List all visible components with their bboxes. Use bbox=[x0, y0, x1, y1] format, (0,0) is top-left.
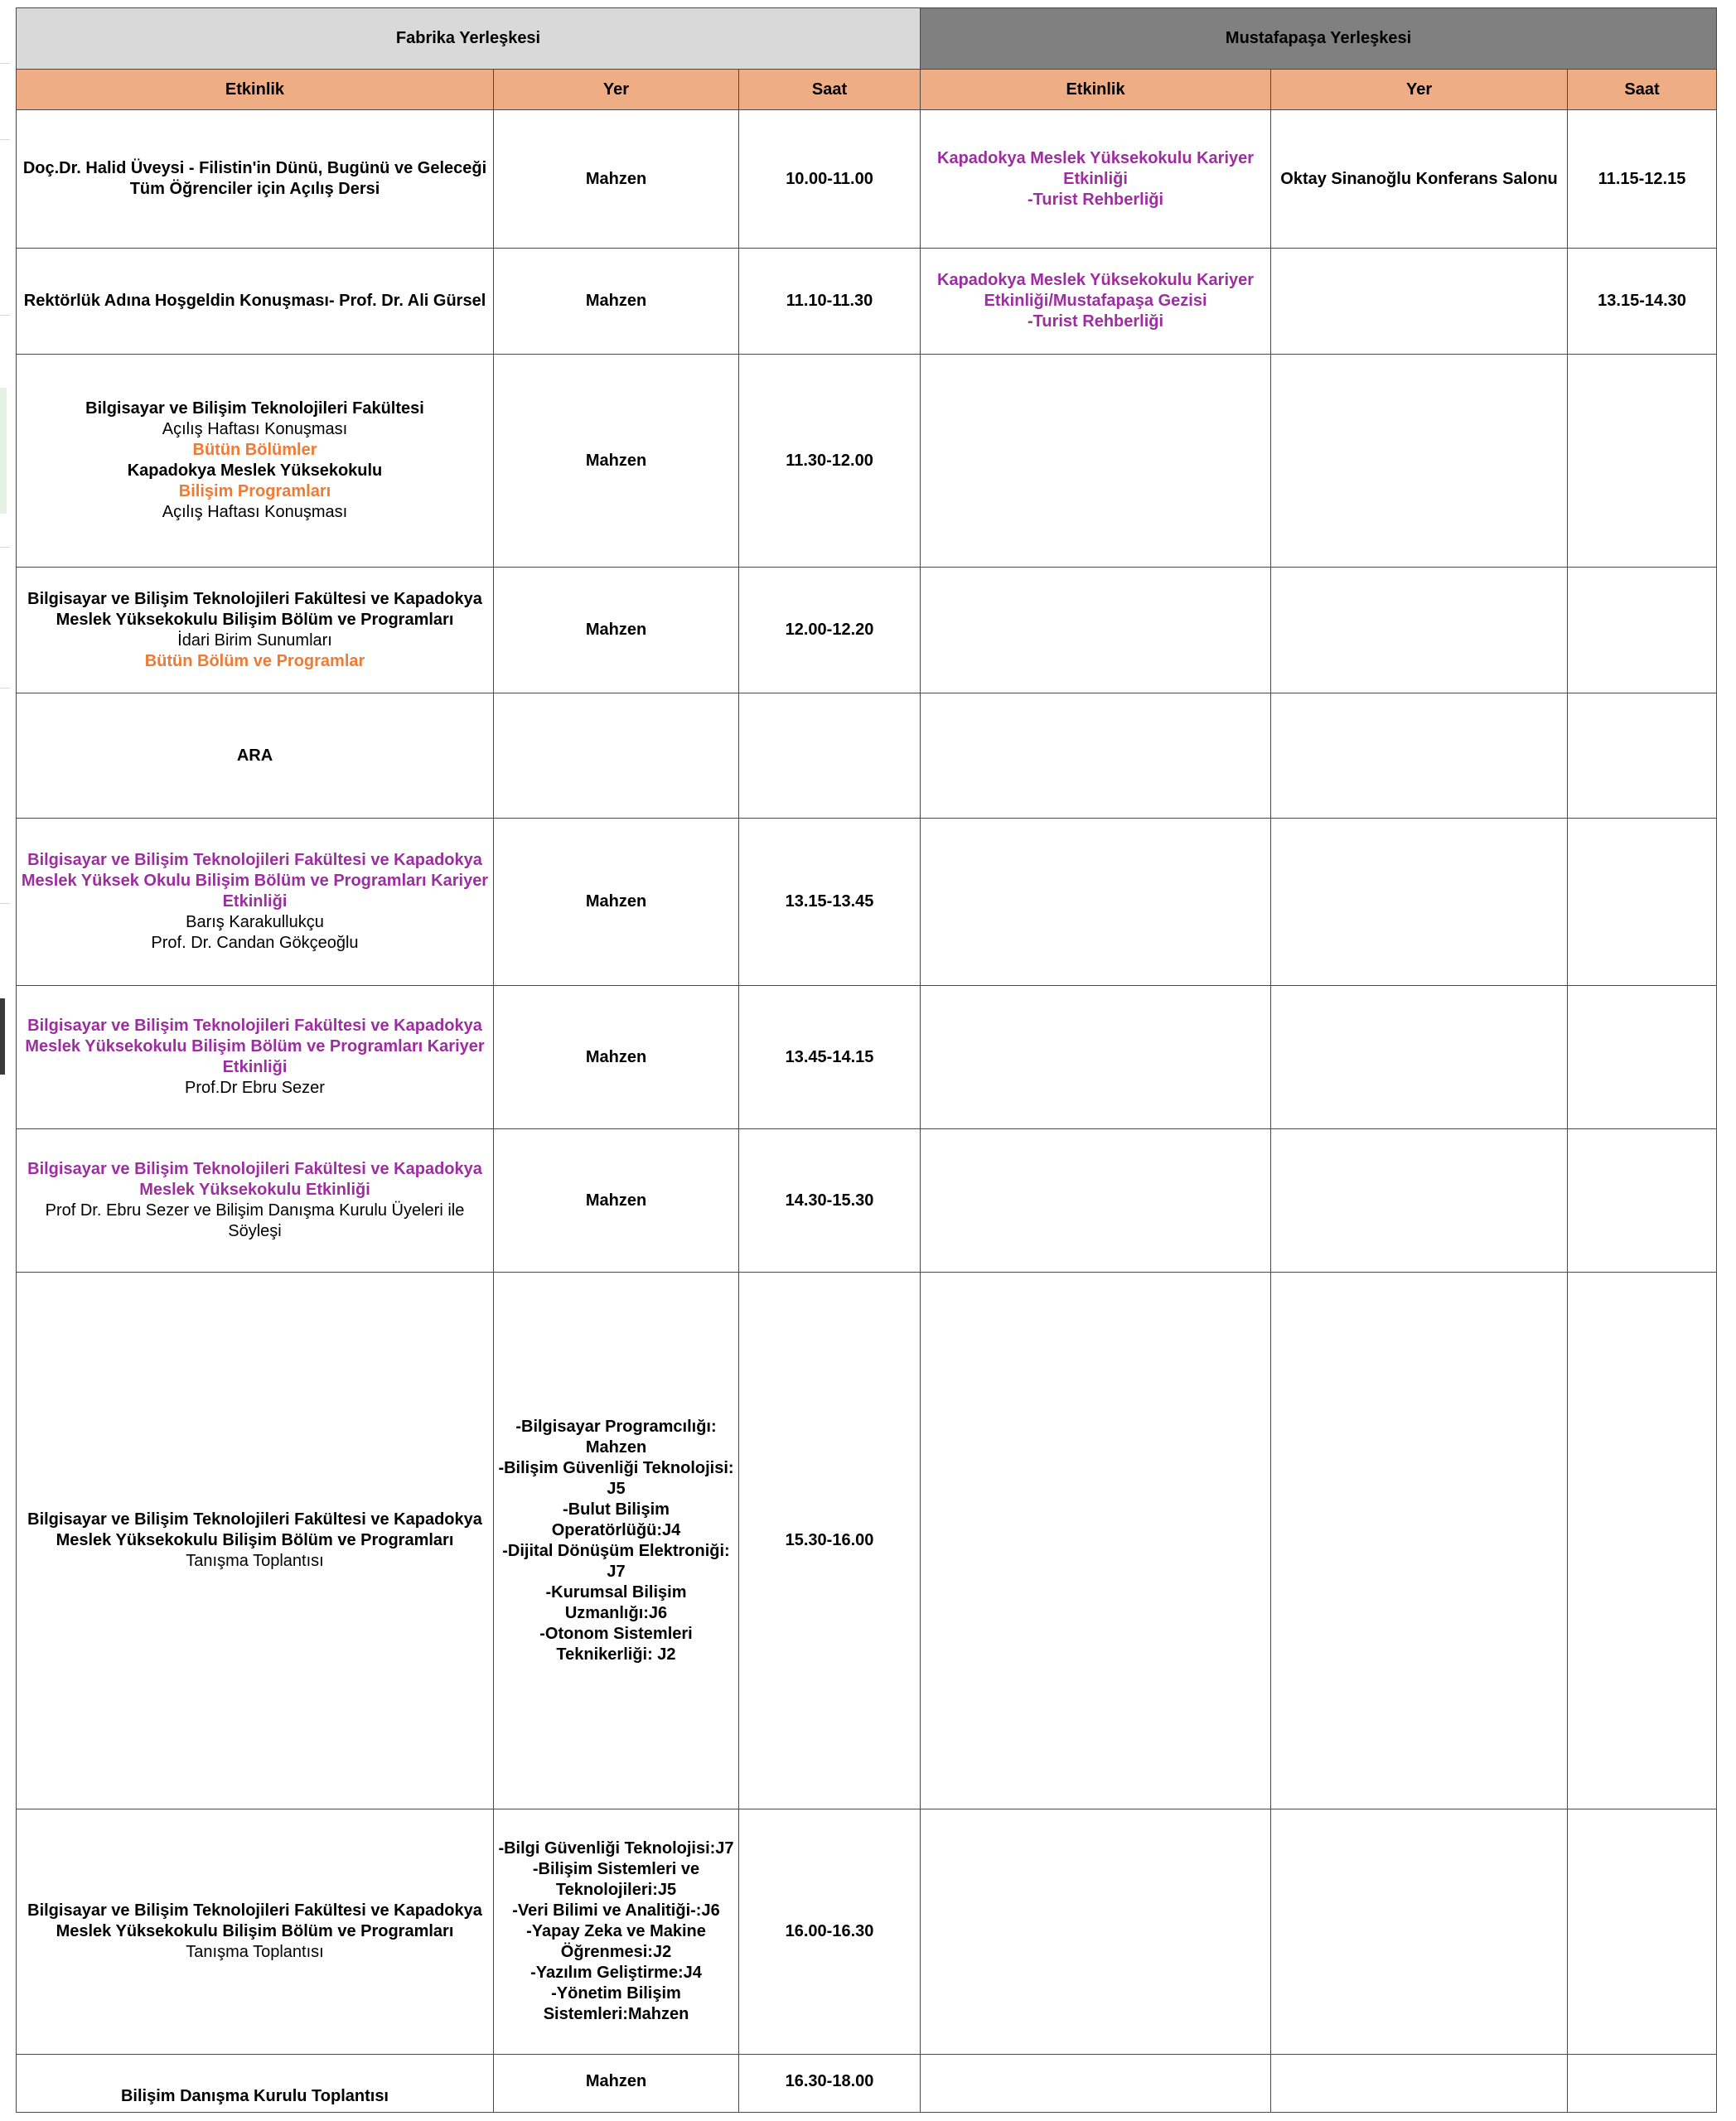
right-time-cell: 11.15-12.15 bbox=[1568, 110, 1717, 249]
place-line: -Yönetim Bilişim Sistemleri:Mahzen bbox=[543, 1984, 689, 2023]
event-cell bbox=[17, 693, 494, 819]
event-line: İdari Birim Sunumları bbox=[177, 631, 332, 650]
place-cell: Mahzen bbox=[494, 355, 739, 568]
right-time-cell bbox=[1568, 1273, 1717, 1809]
place-cell: Mahzen bbox=[494, 819, 739, 986]
right-place-cell bbox=[1271, 693, 1568, 819]
event-cell bbox=[17, 249, 494, 355]
time-cell: 11.30-12.00 bbox=[739, 355, 921, 568]
event-cell bbox=[17, 355, 494, 568]
event-cell bbox=[17, 1273, 494, 1809]
place-line: -Yazılım Geliştirme:J4 bbox=[530, 1964, 702, 1982]
place-cell: Mahzen bbox=[494, 1129, 739, 1273]
break-label: ARA bbox=[236, 746, 273, 765]
event-line: Tanışma Toplantısı bbox=[186, 1943, 324, 1961]
event-title: Rektörlük Adına Hoşgeldin Konuşması- Prof. Dr. Ali Gürsel bbox=[23, 292, 486, 310]
right-place-cell bbox=[1271, 1129, 1568, 1273]
right-time-cell: 13.15-14.30 bbox=[1568, 249, 1717, 355]
place-line: -Veri Bilimi ve Analitiği-:J6 bbox=[512, 1901, 720, 1920]
event-line-highlight: Bilişim Programları bbox=[178, 482, 331, 500]
event-title: Kapadokya Meslek Yüksekokulu Kariyer Etkinliği/Mustafapaşa Gezisi bbox=[937, 271, 1255, 310]
event-title: Bilişim Danışma Kurulu Toplantısı bbox=[120, 2087, 389, 2105]
event-line-highlight: Bilgisayar ve Bilişim Teknolojileri Fakültesi ve Kapadokya Meslek Yüksekokulu Etkinliği bbox=[27, 1160, 482, 1199]
time-cell bbox=[739, 693, 921, 819]
event-cell bbox=[17, 2055, 494, 2113]
right-time-cell bbox=[1568, 1129, 1717, 1273]
time-cell: 11.10-11.30 bbox=[739, 249, 921, 355]
column-header-row bbox=[17, 70, 1717, 110]
edge-mark bbox=[0, 63, 10, 64]
right-place-cell bbox=[1271, 1809, 1568, 2055]
right-time-cell bbox=[1568, 568, 1717, 693]
right-event-cell bbox=[921, 110, 1271, 249]
campus-fabrika-header: Fabrika Yerleşkesi bbox=[17, 8, 921, 70]
table-row bbox=[17, 1273, 1717, 1809]
place-cell: Mahzen bbox=[494, 568, 739, 693]
place-line: -Dijital Dönüşüm Elektroniği: J7 bbox=[502, 1541, 730, 1581]
event-subtitle: -Turist Rehberliği bbox=[1027, 312, 1164, 331]
table-row bbox=[17, 355, 1717, 568]
place-cell bbox=[494, 693, 739, 819]
right-event-cell bbox=[921, 1809, 1271, 2055]
campus-header-row bbox=[17, 8, 1717, 70]
right-time-cell bbox=[1568, 819, 1717, 986]
time-cell: 10.00-11.00 bbox=[739, 110, 921, 249]
edge-mark bbox=[0, 315, 10, 316]
event-line: Prof. Dr. Candan Gökçeoğlu bbox=[151, 934, 359, 952]
place-line: -Bilgisayar Programcılığı: Mahzen bbox=[515, 1417, 717, 1457]
time-cell: 14.30-15.30 bbox=[739, 1129, 921, 1273]
event-cell bbox=[17, 110, 494, 249]
place-line: -Bulut Bilişim Operatörlüğü:J4 bbox=[551, 1500, 681, 1539]
event-line: Açılış Haftası Konuşması bbox=[162, 420, 348, 438]
edge-mark bbox=[0, 547, 10, 548]
place-cell: Mahzen bbox=[494, 2055, 739, 2113]
table-row bbox=[17, 568, 1717, 693]
event-line-highlight: Bütün Bölümler bbox=[192, 441, 317, 459]
table-row bbox=[17, 693, 1717, 819]
edge-mark bbox=[0, 903, 10, 904]
event-cell bbox=[17, 1129, 494, 1273]
place-list-cell bbox=[494, 1273, 739, 1809]
place-cell: Mahzen bbox=[494, 110, 739, 249]
table-row bbox=[17, 1129, 1717, 1273]
event-cell bbox=[17, 986, 494, 1129]
place-cell: Mahzen bbox=[494, 249, 739, 355]
event-cell bbox=[17, 819, 494, 986]
col-header-time-right: Saat bbox=[1568, 70, 1717, 110]
right-time-cell bbox=[1568, 2055, 1717, 2113]
time-cell: 12.00-12.20 bbox=[739, 568, 921, 693]
right-place-cell bbox=[1271, 355, 1568, 568]
right-place-cell bbox=[1271, 2055, 1568, 2113]
event-line-highlight: Bilgisayar ve Bilişim Teknolojileri Fakültesi ve Kapadokya Meslek Yüksek Okulu Bilişim Bölüm ve Programları Kariyer Etkinliği bbox=[21, 851, 489, 911]
table-row bbox=[17, 2055, 1717, 2113]
event-line: Tanışma Toplantısı bbox=[186, 1552, 324, 1570]
place-line: -Bilişim Sistemleri ve Teknolojileri:J5 bbox=[532, 1860, 700, 1899]
time-cell: 15.30-16.00 bbox=[739, 1273, 921, 1809]
event-line: Açılış Haftası Konuşması bbox=[162, 503, 348, 521]
col-header-event: Etkinlik bbox=[17, 70, 494, 110]
event-title: Doç.Dr. Halid Üveysi - Filistin'in Dünü, Bugünü ve Geleceği bbox=[22, 159, 487, 177]
event-line: Prof Dr. Ebru Sezer ve Bilişim Danışma Kurulu Üyeleri ile Söyleşi bbox=[45, 1201, 465, 1240]
col-header-place: Yer bbox=[494, 70, 739, 110]
place-line: -Yapay Zeka ve Makine Öğrenmesi:J2 bbox=[526, 1922, 706, 1961]
event-line: Kapadokya Meslek Yüksekokulu bbox=[127, 461, 383, 480]
col-header-event-right: Etkinlik bbox=[921, 70, 1271, 110]
right-place-cell: Oktay Sinanoğlu Konferans Salonu bbox=[1271, 110, 1568, 249]
right-place-cell bbox=[1271, 1273, 1568, 1809]
right-time-cell bbox=[1568, 693, 1717, 819]
event-cell bbox=[17, 1809, 494, 2055]
event-line: Bilgisayar ve Bilişim Teknolojileri Fakültesi ve Kapadokya Meslek Yüksekokulu Bilişim Bölüm ve Programları bbox=[27, 1901, 482, 1940]
right-event-cell bbox=[921, 2055, 1271, 2113]
place-line: -Bilişim Güvenliği Teknolojisi: J5 bbox=[498, 1458, 734, 1498]
right-place-cell bbox=[1271, 986, 1568, 1129]
table-row bbox=[17, 249, 1717, 355]
event-subtitle: Tüm Öğrenciler için Açılış Dersi bbox=[129, 180, 380, 198]
event-line-highlight: Bütün Bölüm ve Programlar bbox=[144, 651, 365, 670]
col-header-place-right: Yer bbox=[1271, 70, 1568, 110]
time-cell: 13.45-14.15 bbox=[739, 986, 921, 1129]
right-time-cell bbox=[1568, 1809, 1717, 2055]
place-line: -Otonom Sistemleri Teknikerliği: J2 bbox=[539, 1624, 693, 1664]
right-place-cell bbox=[1271, 568, 1568, 693]
time-cell: 16.00-16.30 bbox=[739, 1809, 921, 2055]
right-event-cell bbox=[921, 819, 1271, 986]
event-line: Bilgisayar ve Bilişim Teknolojileri Fakültesi bbox=[85, 399, 424, 418]
event-title: Kapadokya Meslek Yüksekokulu Kariyer Etkinliği bbox=[937, 148, 1255, 188]
time-cell: 13.15-13.45 bbox=[739, 819, 921, 986]
table-row bbox=[17, 1809, 1717, 2055]
table-row bbox=[17, 986, 1717, 1129]
schedule-table bbox=[16, 7, 1717, 2113]
col-header-time: Saat bbox=[739, 70, 921, 110]
event-line: Prof.Dr Ebru Sezer bbox=[185, 1079, 325, 1097]
table-row bbox=[17, 110, 1717, 249]
place-list-cell bbox=[494, 1809, 739, 2055]
right-event-cell bbox=[921, 693, 1271, 819]
place-line: -Kurumsal Bilişim Uzmanlığı:J6 bbox=[545, 1582, 687, 1622]
right-event-cell bbox=[921, 1273, 1271, 1809]
place-line: -Bilgi Güvenliği Teknolojisi:J7 bbox=[498, 1839, 734, 1858]
event-line: Bilgisayar ve Bilişim Teknolojileri Fakültesi ve Kapadokya Meslek Yüksekokulu Bilişim Bölüm ve Programları bbox=[27, 1510, 482, 1549]
event-line: Bilgisayar ve Bilişim Teknolojileri Fakültesi ve Kapadokya Meslek Yüksekokulu Bilişim Bölüm ve Programları bbox=[27, 589, 482, 629]
event-cell bbox=[17, 568, 494, 693]
right-time-cell bbox=[1568, 986, 1717, 1129]
campus-mustafapasa-header: Mustafapaşa Yerleşkesi bbox=[921, 8, 1717, 70]
right-time-cell bbox=[1568, 355, 1717, 568]
table-row bbox=[17, 819, 1717, 986]
event-subtitle: -Turist Rehberliği bbox=[1027, 190, 1164, 209]
right-place-cell bbox=[1271, 819, 1568, 986]
right-event-cell bbox=[921, 568, 1271, 693]
right-event-cell bbox=[921, 249, 1271, 355]
right-event-cell bbox=[921, 355, 1271, 568]
edge-highlight bbox=[0, 388, 7, 514]
time-cell: 16.30-18.00 bbox=[739, 2055, 921, 2113]
edge-scroll-marker bbox=[0, 998, 5, 1075]
event-line: Barış Karakullukçu bbox=[186, 913, 324, 931]
edge-mark bbox=[0, 139, 10, 140]
event-line-highlight: Bilgisayar ve Bilişim Teknolojileri Fakültesi ve Kapadokya Meslek Yüksekokulu Bilişim Bölüm ve Programları Kariyer Etkinliği bbox=[25, 1017, 485, 1076]
right-place-cell bbox=[1271, 249, 1568, 355]
place-cell: Mahzen bbox=[494, 986, 739, 1129]
right-event-cell bbox=[921, 1129, 1271, 1273]
right-event-cell bbox=[921, 986, 1271, 1129]
